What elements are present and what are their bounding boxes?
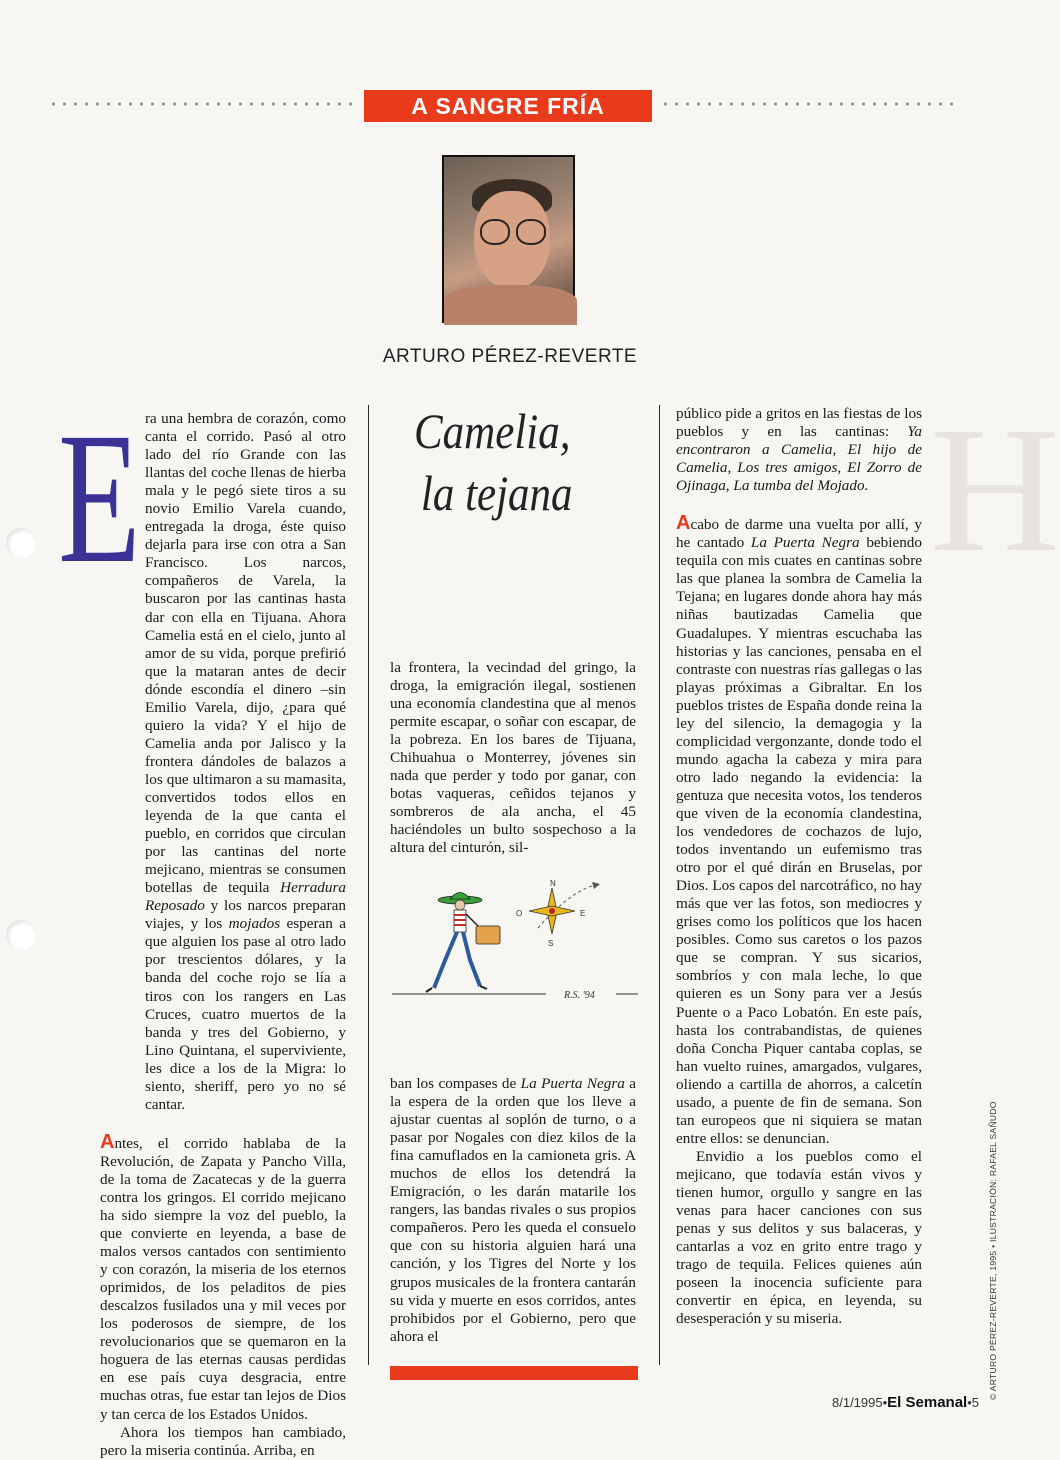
italic-song-list: Ya encontraron a Camelia, El hijo de Camelia, Los tres amigos, El Zorro de Ojinaga, La tumba del Mojado. xyxy=(676,423,922,495)
paragraph: Envidio a los pueblos como el mejicano, que todavía están vivos y tienen humor, orgullo y sangre en las venas para hacer canciones con sus penas y sus delitos y sus balaceras, y cantarlas a voz en grito entre trago y trago de tequila. Felices quienes aún poseen la inocencia suficiente para convertir en épica, en leyenda, su desesperación y su miseria. xyxy=(676,1147,922,1328)
page-number: 5 xyxy=(971,1395,980,1410)
compass-s: S xyxy=(548,939,554,948)
article-column-2-bottom xyxy=(390,1075,636,1346)
text-run: ban los compases de xyxy=(390,1075,521,1092)
italic-title: Herradura Reposado xyxy=(145,879,346,915)
paragraph xyxy=(100,1130,346,1424)
paragraph: Ahora los tiempos han cambiado, pero la miseria continúa. Arriba, en xyxy=(100,1423,346,1459)
text-run: a la espera de la orden que los lleve a ajustar cuentas al soplón de turno, o a pasar por Nogales con diez kilos de la fina camuflados en la camioneta gris. A muchos de ellos los detendrá la Emigración, o les darán matarile los rangers, las bandas rivales o sus propios compañeros. Pero les queda el consuelo que con su historia alguien hará una canción, y los Tigres del Norte y los grupos musicales de la frontera cantarán su vida y muerte en esos corridos, antes prohibidos por el Gobierno, pero que ahora el xyxy=(390,1075,636,1345)
compass-n: N xyxy=(550,879,556,888)
compass-e: E xyxy=(580,909,586,918)
column-rule-left xyxy=(368,405,369,1365)
headline-line-1: Camelia, xyxy=(414,403,571,459)
italic-word: mojados xyxy=(228,915,281,933)
text-run: bebiendo tequila con mis cuates en cantinas sobre las que planea la sombra de Camelia la Tejana; en lugares donde ahora hay más niñas bautizadas Camelia que Guadalupes. Y mientras escuchaba las historias y las canciones, pensaba en el contraste con nuestras rías gallegas o las playas próximas a Gibraltar. En los pueblos tristes de España donde reina la ley del silencio, la demagogia y la complicidad vergonzante, donde todo el mundo agacha la cabeza y mira para otro lado negando la evidencia: la gentuza que necesita votos, los tenderos que viven de la economía clandestina, los vendedores de cochazos de lujo, todos inventando un eufemismo tras otro por el qué dirán en Bruselas, por Dios. Los capos del narcotráfico, no hay más que ver las fotos, son mediocres y grises como los políticos que los hacen posibles. Como sus caretos o los pazos que se compran. Y sus sicarios, sombríos y con mala leche, lo que quieren es un Sony para ver a Jesús Puente o a Paco Lobatón. En este país, hasta los contrabandistas, de quienes doña Concha Piquer cantaba coplas, se han vuelto ruines, amargados, vulgares, oliendo a cartilla de ahorros, a calcetín usado, a puente de fin de semana. Son tan europeos que ni siquiera se matan entre ellos: se denuncian. xyxy=(676,534,922,1147)
paragraph xyxy=(390,1075,636,1346)
section-banner: A SANGRE FRÍA xyxy=(364,90,652,122)
punch-hole-bottom xyxy=(6,920,36,950)
paragraph xyxy=(145,410,346,1114)
paragraph: la frontera, la vecindad del gringo, la droga, la emigración ilegal, sostienen una economía clandestina que al menos permite escapar, o soñar con escapar, de la pobreza. En los bares de Tijuana, Chihuahua o Monterrey, jóvenes sin nada que perder y todo por ganar, con botas vaqueras, ceñidos tejanos y sombreros de ala ancha, el 45 haciéndoles un bulto sospechoso a la altura del cinturón, sil- xyxy=(390,659,636,857)
author-photo xyxy=(442,155,575,323)
text-run: y los narcos preparan viajes, y los xyxy=(145,897,346,933)
photo-hand xyxy=(444,285,577,325)
dotted-rule-left xyxy=(48,101,360,107)
walking-figure xyxy=(426,893,500,993)
bottom-accent-bar xyxy=(390,1366,638,1380)
text-run: cabo de darme una vuelta por allí, y he cantado xyxy=(676,516,922,552)
page-footer xyxy=(832,1394,979,1411)
illustrator-signature: R.S. '94 xyxy=(564,990,595,1001)
punch-hole-top xyxy=(6,528,36,558)
italic-title: La Puerta Negra xyxy=(750,534,860,552)
bleed-through-text xyxy=(390,546,636,650)
drop-cap: E xyxy=(58,393,141,602)
text-run: público pide a gritos en las fiestas de los pueblos y en las cantinas: xyxy=(676,405,922,441)
dotted-rule-right xyxy=(660,101,960,107)
copyright-credit: © ARTURO PÉREZ-REVERTE, 1995 • ILUSTRACIÓN: RAFAEL SAÑUDO xyxy=(988,1101,998,1400)
article-column-1 xyxy=(100,410,346,1460)
paragraph xyxy=(676,512,922,1148)
photo-glasses-right xyxy=(516,219,546,245)
separator: • xyxy=(882,1395,888,1410)
text-run: ntes, el corrido hablaba de la Revolución, de Zapata y Pancho Villa, de la toma de Zacatecas y de la guerra contra los gringos. El corrido mejicano ha sido siempre la voz del pueblo, la que convierte en leyenda, a base de malos versos cantados con sentimiento y con corazón, la miseria de los eternos oprimidos, de los peladitos de pies descalzos fusilados una y mil veces por los poderosos de siempre, de los revolucionarios que se quemaron en la hoguera de las eternas causas perdidas en ese país cuya desgracia, entre muchas otras, fue estar tan lejos de Dios y tan cerca de los Estados Unidos. xyxy=(100,1134,346,1423)
headline-line-2: la tejana xyxy=(420,465,573,521)
column-rule-right xyxy=(659,405,660,1365)
text-run: ra una hembra de corazón, como canta el corrido. Pasó al otro lado del río Grande con las llantas del coche llenas de hierba mala y le pegó siete tiros a su novio Emilio Varela cuando, entregada la droga, éste quiso dejarla para irse con otra a San Francisco. Los narcos, compañeros de Varela, la buscaron por las cantinas hasta dar con ella en Tijuana. Ahora Camelia está en el cielo, junto al amor de su vida, porque prefirió que la mataran antes de decir dónde escondía el dinero –sin Emilio Varela, dijo, ¿para qué quiero la vida? Y el hijo de Camelia anda por Jalisco y la frontera dándoles de balazos a los que ultimaron a su mamasita, convertidos todos ellos en leyenda de la que canta el pueblo, en corridos que circulan por las cantinas del norte mejicano, mientras se consumen botellas de tequila xyxy=(145,410,346,897)
issue-date: 8/1/1995 xyxy=(832,1395,883,1410)
compass-o: O xyxy=(516,909,523,918)
paragraph-initial: A xyxy=(100,1130,115,1153)
compass-rose xyxy=(529,888,575,934)
article-column-2-top xyxy=(390,659,636,858)
author-byline: ARTURO PÉREZ-REVERTE xyxy=(382,346,638,367)
paragraph-initial: A xyxy=(676,512,691,535)
photo-glasses-left xyxy=(480,219,510,245)
illustration xyxy=(388,868,640,1036)
separator: • xyxy=(967,1395,972,1410)
italic-title: La Puerta Negra xyxy=(520,1075,625,1092)
headline xyxy=(414,400,595,524)
bleed-through-letter: H xyxy=(930,390,1060,589)
text-run: esperan a que alguien los pase al otro lado por trescientos dólares, y la banda del coche rojo se lía a tiros con los rangers en Las Cruces, cuatro muertos de la banda y tres del Gobierno, y Lino Quintana, el superviviente, les dice a los de la Migra: lo siento, sheriff, pero yo no sé cantar. xyxy=(145,915,346,1113)
magazine-name: El Semanal xyxy=(887,1394,968,1411)
article-column-3 xyxy=(676,405,922,1328)
paragraph xyxy=(676,405,922,495)
